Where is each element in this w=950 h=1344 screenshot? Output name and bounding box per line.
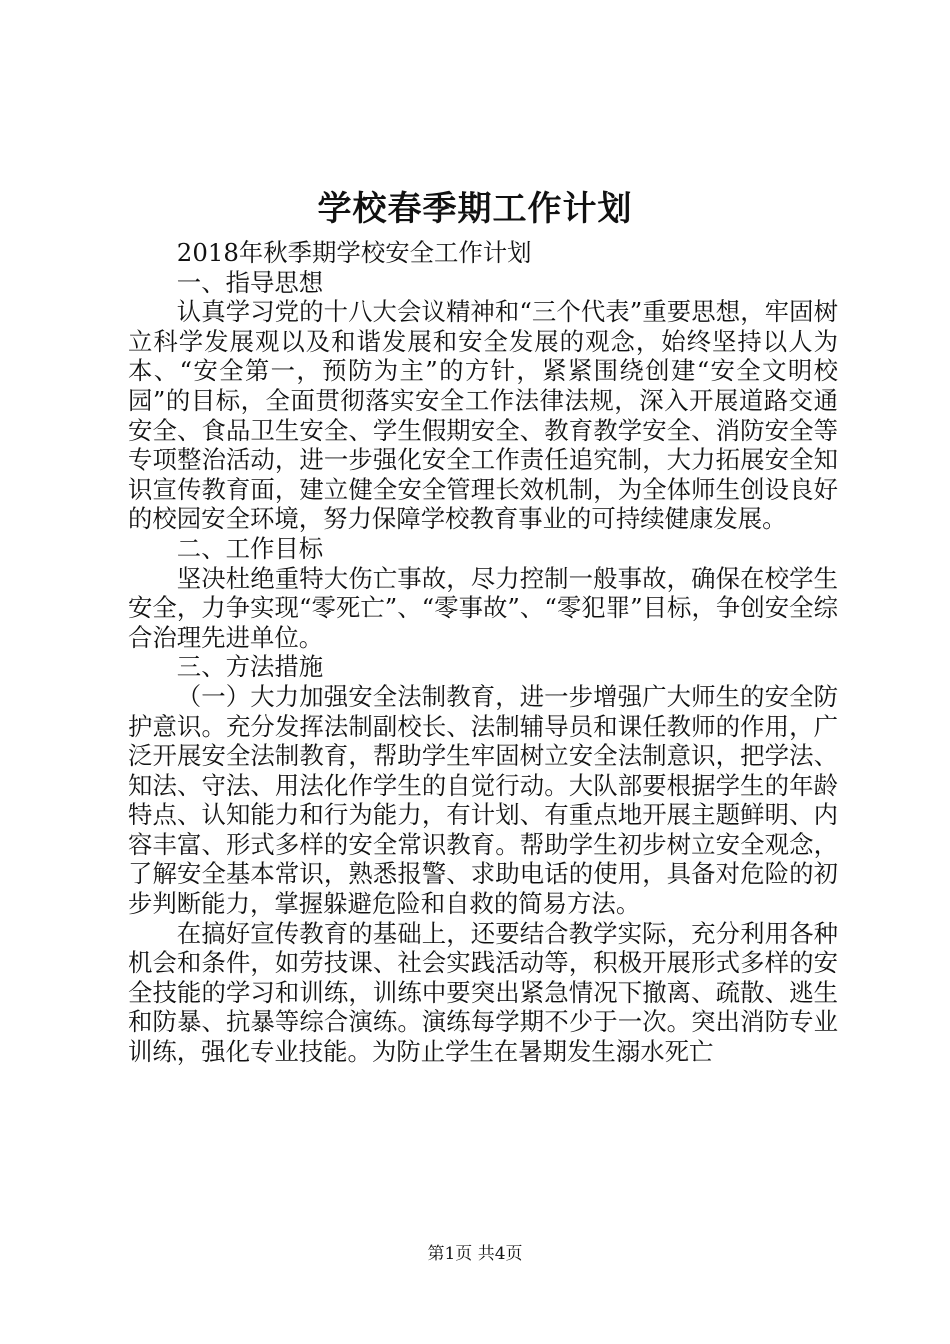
paragraph-measures-1: （一）大力加强安全法制教育，进一步增强广大师生的安全防护意识。充分发挥法制副校长、法制辅导员和课任教师的作用，广泛开展安全法制教育，帮助学生牢固树立安全法制意识，把学法、知法、守法、用法化作学生的自觉行动。大队部要根据学生的年龄特点、认知能力和行为能力，有计划、有重点地开展主题鲜明、内容丰富、形式多样的安全常识教育。帮助学生初步树立安全观念，了解安全基本常识，熟悉报警、求助电话的使用，具备对危险的初步判断能力，掌握躲避危险和自救的简易方法。 <box>128 681 838 919</box>
section-heading-measures: 三、方法措施 <box>176 652 324 682</box>
page-indicator: 第1页 共4页 <box>427 1244 523 1264</box>
document-title: 学校春季期工作计划 <box>317 189 633 229</box>
section-heading-work-goals: 二、工作目标 <box>176 533 324 563</box>
paragraph-guiding-ideology: 认真学习党的十八大会议精神和“三个代表”重要思想，牢固树立科学发展观以及和谐发展和安全发展的观念，始终坚持以人为本、“安全第一，预防为主”的方针，紧紧围绕创建“安全文明校园”的目标，全面贯彻落实安全工作法律法规，深入开展道路交通安全、食品卫生安全、学生假期安全、教育教学安全、消防安全等专项整治活动，进一步强化安全工作责任追究制，大力拓展安全知识宣传教育面，建立健全安全管理长效机制，为全体师生创设良好的校园安全环境，努力保障学校教育事业的可持续健康发展。 <box>128 297 838 534</box>
document-subtitle: 2018年秋季期学校安全工作计划 <box>176 238 532 267</box>
section-heading-guiding-ideology: 一、指导思想 <box>176 267 324 297</box>
paragraph-measures-2: 在搞好宣传教育的基础上，还要结合教学实际，充分利用各种机会和条件，如劳技课、社会实践活动等，积极开展形式多样的安全技能的学习和训练，训练中要突出紧急情况下撤离、疏散、逃生和防暴、抗暴等综合演练。演练每学期不少于一次。突出消防专业训练，强化专业技能。为防止学生在暑期发生溺水死亡 <box>128 918 838 1067</box>
document-body <box>128 238 838 1067</box>
paragraph-work-goals: 坚决杜绝重特大伤亡事故，尽力控制一般事故，确保在校学生安全，力争实现“零死亡”、“零事故”、“零犯罪”目标，争创安全综合治理先进单位。 <box>128 563 838 652</box>
